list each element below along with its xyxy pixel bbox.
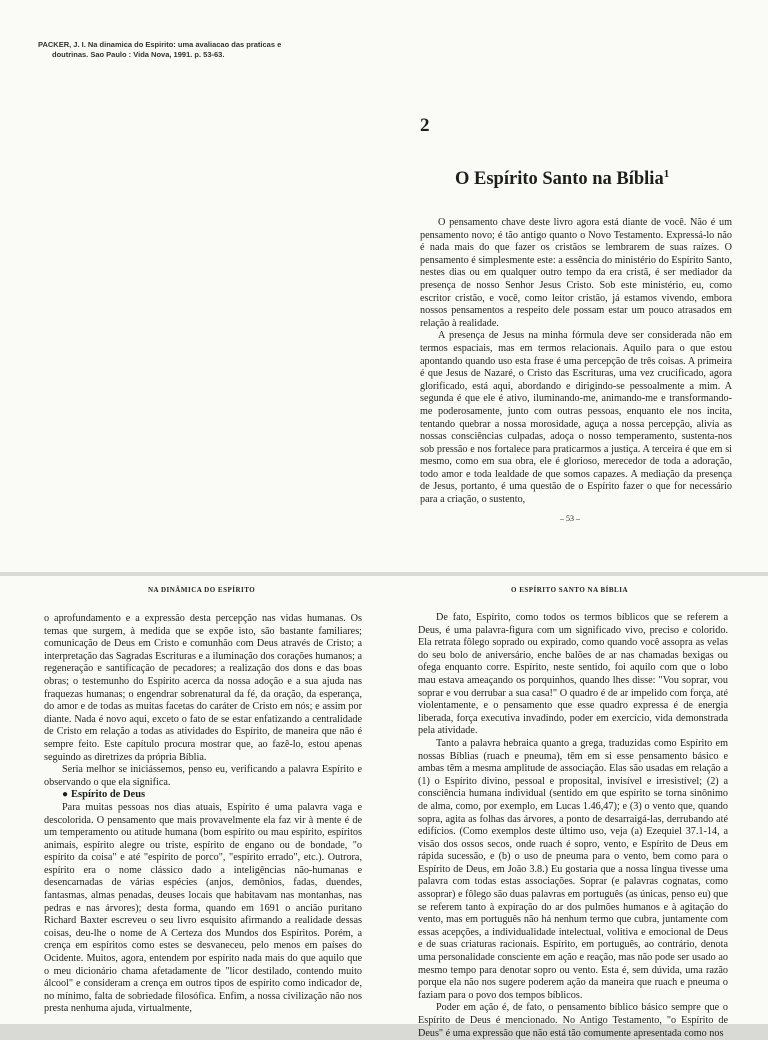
chapter-title bbox=[455, 168, 669, 190]
right-paragraph-1: De fato, Espírito, como todos os termos bíblicos que se referem a Deus, é uma palavra-figura com um significado vivo, preciso e colorido. Ela retrata fôlego soprado ou expirado, como quando você assopra as velas do seu bolo de aniversário, enche balões de ar nas chamadas bexigas ou ofega enquanto corre. Espírito, neste sentido, foi aquilo com que o lobo mau estava ameaçando os porquinhos, quando lhes disse: "Vou soprar, vou soprar e vou derrubar a sua casa!" O quadro é de ar impelido com força, até violentamente, e o pensamento que esse quadro expressa é de energia liberada, força executiva invadindo, poder em exercício, vida demonstrada pela atividade. bbox=[418, 612, 728, 737]
chapter-title-text: O Espírito Santo na Bíblia bbox=[455, 169, 664, 190]
left-column bbox=[44, 613, 362, 1016]
right-paragraph-2: Tanto a palavra hebraica quanto a grega, traduzidas como Espírito em nossas Bíblias (ruach e pneuma), têm em si esse pensamento básico e ambas têm a mesma amplitude de associação. Elas são usadas em relação a (1) o Espírito divino, pessoal e proposital, invisível e irresistível; (2) a consciência humana individual (sentido em que espírito se torna sinônimo de alma, como, por exemplo, em Lucas 1.46,47); e (3) o vento que, quando sopra, agita as folhas das árvores, a ponto de desarraigá-las, derrubando até edifícios. (Como exemplos deste último uso, veja (a) Ezequiel 37.1-14, a visão dos ossos secos, onde ruach é sopro, vento, e Espírito de Deus em rápida sucessão, e (b) o uso de pneuma para o vento, bem como para o Espírito de Deus, em João 3.8.) Eu gostaria que a nossa língua tivesse uma palavra com todas estas associações. Soprar (e palavras cognatas, como assoprar) e fôlego são duas palavras em português (as únicas, penso eu) que se referem tanto à expiração do ar dos pulmões humanos e à agitação do vento, mas em português não há nenhum termo que cubra, juntamente com essas acepções, a individualidade intelectual, volitiva e emocional de Deus e de suas criaturas racionais. Espírito, em português, ao contrário, denota uma personalidade consciente em ação e reação, mas não pode ser usado ao mesmo tempo para denotar sopro ou vento. Esta é, sem dúvida, uma razão porque ela não nos sugere poderem ação da maneira que ruach e pneuma o faziam para o povo dos tempos bíblicos. bbox=[418, 737, 728, 1001]
left-paragraph-2: Seria melhor se iniciássemos, penso eu, verificando a palavra Espírito e observando o que ela significa. bbox=[44, 764, 362, 788]
bottom-page bbox=[0, 576, 768, 1039]
left-paragraph-3: Para muitas pessoas nos dias atuais, Espírito é uma palavra vaga e descolorida. O pensamento que mais provavelmente ela faz vir à mente é de um temperamento ou atitude humana (bom espírito ou mau espírito, espíritos animais, espírito alegre ou triste, espírito de engano ou de bondade, "o espírito da coisa" e até "espírito de porco", "espírito errado", etc.). Outrora, espírito era o nome clássico dado a inteligências não-humanas e desencarnadas de várias espécies (anjos, demônios, fadas, duendes, fantasmas, almas penadas, deuses locais que habitavam nas montanhas, nas pedras e nas árvores); desta forma, quando em 1691 o ancião puritano Richard Baxter escreveu o seu livro esquisito afirmando a realidade dessas coisas, deu-lhe o nome de A Certeza dos Mundos dos Espíritos. Porém, a crença em espíritos como estes se desvaneceu, pelo menos em países do Ocidente. Muitos, agora, entendem por espírito nada mais do que aquilo que o meu dicionário chama afetadamente de "licor destilado, contendo muito álcool" e consideram a crença em outros tipos de espírito como indicador de, no mínimo, falta de sobriedade filosófica. Enfim, a nossa civilização não nos presta nenhuma ajuda, virtualmente, bbox=[44, 801, 362, 1015]
page-number: – 53 – bbox=[560, 514, 580, 523]
citation-line-1: PACKER, J. I. Na dinamica do Espirito: uma avaliacao das praticas e bbox=[38, 40, 282, 49]
footnote-mark: 1 bbox=[663, 168, 670, 180]
left-paragraph-1: o aprofundamento e a expressão desta percepção nas vidas humanas. Os temas que surgem, à medida que se expõe isto, são bastante familiares; comunicação de Deus em Cristo e comunhão com Deus através de Cristo; a interpretação das Sagradas Escrituras e a iluminação dos corações humanos; a regeneração e santificação de pecadores; a realização dos dons e das boas obras; o testemunho do Espírito acerca da nossa adoção e a sua ajuda nas fraquezas humanas; o engendrar sobrenatural da fé, da oração, da esperança, do amor e de todas as muitas facetas do caráter de Cristo em nós; e assim por diante. Nada é novo aqui, exceto o fato de se estar enfatizando a centralidade de Cristo em relação a todas as atividades do Espírito, de maneira que não é sempre feito. Este capítulo procura mostrar que, ao fazê-lo, estou apenas seguindo as diretrizes da própria Bíblia. bbox=[44, 613, 362, 763]
top-paragraph-1: O pensamento chave deste livro agora está diante de você. Não é um pensamento novo; é tão antigo quanto o Novo Testamento. Expressá-lo não é nada mais do que fazer os cristãos se lembrarem de suas raízes. O pensamento é simplesmente este: a essência do ministério do Espírito Santo, nestes dias ou em qualquer outro tempo da era cristã, é ser mediador da presença de nosso Senhor Jesus Cristo. Sob este ministério, eu, como escritor cristão, e você, como leitor cristão, já estamos vivendo, embora nossos pensamentos a respeito dele possam estar um pouco atrasados em relação à realidade. bbox=[420, 217, 732, 329]
citation bbox=[38, 40, 368, 60]
top-paragraph-2: A presença de Jesus na minha fórmula deve ser considerada não em termos espaciais, mas em termos relacionais. Aquilo para o que estou apontando quando uso esta frase é uma percepção de três coisas. A primeira é que Jesus de Nazaré, o Cristo das Escrituras, uma vez crucificado, agora glorificado, está aqui, abordando e dirigindo-se pessoalmente a mim. A segunda é que ele é ativo, iluminando-me, animando-me e transformando-me poderosamente, junto com outras pessoas, enquanto ele nos incita, tentando quebrar a nossa morosidade, aguça a nossa percepção, alivia as nossas consciências culpadas, adoça o nosso temperamento, sustenta-nos sob pressão e nos fortalece para praticarmos a justiça. A terceira é que em si mesmo, como em sua obra, ele é glorioso, merecedor de toda a adoração, todo amor e toda lealdade de que somos capazes. A mediação da presença de Jesus, portanto, é uma questão de o Espírito fazer o que for necessário para a criação, o sustento, bbox=[420, 330, 732, 506]
right-paragraph-3: Poder em ação é, de fato, o pensamento bíblico básico sempre que o Espírito de Deus é mencionado. No Antigo Testamento, "o Espírito de Deus" é uma expressão que não está tão comumente apresentada como nos bbox=[418, 1002, 728, 1039]
bullet-icon: ● bbox=[62, 789, 69, 801]
top-column bbox=[420, 217, 732, 507]
running-head-left: NA DINÂMICA DO ESPÍRITO bbox=[148, 586, 256, 594]
section-title: Espírito de Deus bbox=[71, 789, 146, 801]
running-head-right: O ESPÍRITO SANTO NA BÍBLIA bbox=[511, 586, 628, 594]
citation-line-2: doutrinas. Sao Paulo : Vida Nova, 1991. p. 53-63. bbox=[52, 50, 225, 59]
right-column bbox=[418, 612, 728, 1040]
chapter-number: 2 bbox=[420, 115, 430, 136]
section-heading bbox=[44, 789, 362, 802]
